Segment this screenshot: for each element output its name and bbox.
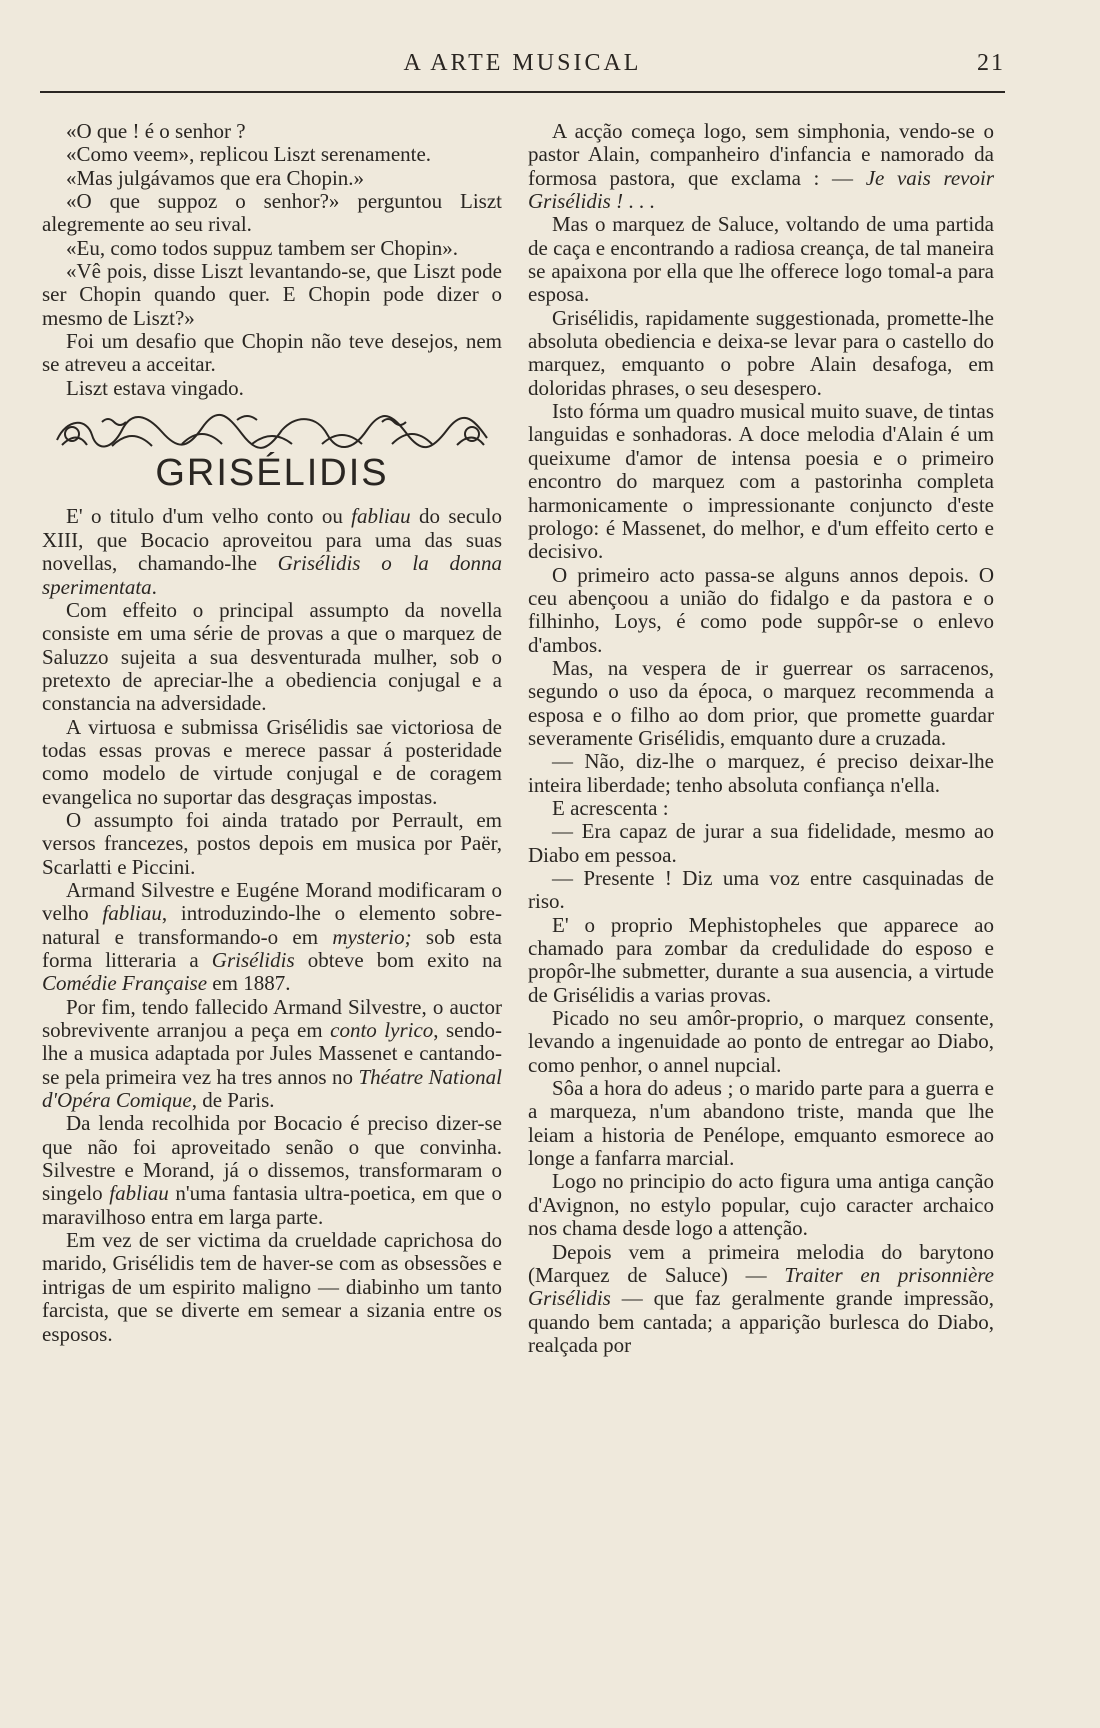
paragraph (42, 996, 502, 1113)
text: do seculo XIII, que Bocacio aproveitou para uma das suas novellas, chamando-lhe (42, 504, 502, 576)
text: n'uma fantasia ultra-poetica, em que o maravilhoso entra em larga parte. (42, 1181, 502, 1229)
paragraph: — Presente ! Diz uma voz entre casquinadas de riso. (528, 866, 994, 914)
paragraph: Logo no principio do acto figura uma antiga canção d'Avignon, no estylo popular, cujo caracter archaico nos chama desde logo a attenção. (528, 1169, 994, 1241)
text: . (151, 574, 157, 599)
text: , introduzindo-lhe o elemento sobre-natural e transformando-o em (42, 901, 502, 949)
paragraph (42, 505, 502, 598)
text: . . . (623, 189, 655, 214)
paragraph: Liszt estava vingado. (66, 375, 244, 400)
paragraph: Mas, na vespera de ir guerrear os sarracenos, segundo o uso da época, o marquez recommenda a esposa e o filho ao dom prior, que promette guardar severamente Grisélidis, emquanto dure a cruzada. (528, 655, 994, 750)
decorative-ornament (52, 410, 502, 456)
paragraph: Grisélidis, rapidamente suggestionada, promette-lhe absoluta obediencia e deixa-se levar para o castello do marquez, emquanto o pobre Alain desafoga, em doloridas phrases, o seu desespero. (528, 305, 994, 400)
running-title: A ARTE MUSICAL (403, 50, 642, 76)
running-header (40, 50, 1005, 86)
italic-text: Je vais revoir Grisélidis ! (528, 165, 994, 214)
paragraph: O assumpto foi ainda tratado por Perrault, em versos francezes, postos depois em musica por Paër, Scarlatti e Piccini. (42, 807, 502, 879)
text: , de Paris. (191, 1088, 275, 1113)
paragraph: E acrescenta : (552, 795, 669, 820)
paragraph: Mas o marquez de Saluce, voltando de uma partida de caça e encontrando a radiosa creança, de tal maneira se apaixona por ella que lhe offerece logo tomal-a para esposa. (528, 212, 994, 307)
paragraph: «Mas julgávamos que era Chopin.» (66, 165, 365, 190)
paragraph: E' o proprio Mephistopheles que apparece ao chamado para zombar da credulidade do esposo e propôr-lhe submetter, durante a sua ausencia, a virtude de Grisélidis a varias provas. (528, 912, 994, 1007)
paragraph: Picado no seu amôr-proprio, o marquez consente, levando a ingenuidade ao ponto de entregar ao Diabo, como penhor, o annel nupcial. (528, 1006, 994, 1077)
text: em 1887. (207, 971, 291, 996)
paragraph: Com effeito o principal assumpto da novella consiste em uma série de provas a que o marquez de Saluzzo sujeita a sua desventurada mulher, sob o pretexto de apreciar-lhe a obediencia conjugal e a constancia na adversidade. (42, 597, 502, 716)
italic-text: fabliau (351, 504, 411, 529)
paragraph: «Vê pois, disse Liszt levantando-se, que Liszt pode ser Chopin quando quer. E Chopin pode dizer o mesmo de Liszt?» (42, 259, 502, 330)
text: sob esta forma litteraria a (42, 924, 502, 972)
paragraph: «Eu, como todos suppuz tambem ser Chopin». (66, 235, 458, 260)
paragraph: Sôa a hora do adeus ; o marido parte para a guerra e a marqueza, n'um abandono triste, manda que lhe leiam a historia de Penélope, emquanto esmorece ao longe a fanfarra marcial. (528, 1076, 994, 1171)
paragraph: Em vez de ser victima da crueldade caprichosa do marido, Grisélidis tem de haver-se com as obsessões e intrigas de um espirito maligno — diabinho um tanto farcista, que se diverte em semear a sizania entre os esposos. (42, 1228, 502, 1346)
italic-text: Grisélidis (211, 948, 295, 972)
text: Armand Silvestre e Eugéne Morand modificaram o velho (42, 877, 502, 926)
paragraph: «O que ! é o senhor ? (66, 119, 246, 143)
paragraph: — Era capaz de jurar a sua fidelidade, mesmo ao Diabo em pessoa. (528, 819, 994, 867)
text: — que faz geralmente grande impressão, quando bem cantada; a apparição burlesca do Diabo, realçada por (528, 1286, 994, 1357)
italic-text: fabliau (109, 1181, 169, 1206)
text: Da lenda recolhida por Bocacio é preciso dizer-se que não foi aproveitado senão o que convinha. Silvestre e Morand, já o dissemos, transformaram o singelo (42, 1111, 502, 1206)
italic-text: fabliau (102, 901, 162, 926)
paragraph: — Não, diz-lhe o marquez, é preciso deixar-lhe inteira liberdade; tenho absoluta confiança n'ella. (528, 749, 994, 797)
paragraph: «O que suppoz o senhor?» perguntou Liszt alegremente ao seu rival. (42, 189, 502, 237)
text: , sendo-lhe a musica adaptada por Jules Massenet e cantando-se pela primeira vez ha tres annos no (42, 1018, 502, 1089)
paragraph: A virtuosa e submissa Grisélidis sae victoriosa de todas essas provas e merece passar á posteridade como modelo de virtude conjugal e de coragem evangelica no suportar das desgraças impostas. (42, 714, 502, 809)
page-number: 21 (977, 50, 1005, 76)
text: Por fim, tendo fallecido Armand Silvestre, o auctor sobrevivente arranjou a peça em (42, 994, 502, 1043)
text: Depois vem a primeira melodia do barytono (Marquez de Saluce) — (528, 1239, 994, 1287)
italic-text: Traiter en prisonnière Grisélidis (528, 1262, 994, 1311)
paragraph: Foi um desafio que Chopin não teve desejos, nem se atreveu a acceitar. (42, 329, 502, 377)
text: obteve bom exito na (294, 948, 502, 972)
italic-text: Théatre National d'Opéra Comique (42, 1064, 502, 1113)
header-rule (40, 91, 1005, 93)
italic-text: Grisélidis o la donna sperimentata (42, 551, 502, 599)
italic-text: mysterio; (332, 924, 412, 949)
paragraph: O primeiro acto passa-se alguns annos depois. O ceu abençoou a união do fidalgo e da pastora e o filhinho, Loys, é como pode suppôr-se o enlevo d'ambos. (528, 562, 994, 657)
right-column (528, 120, 994, 1357)
text: A acção começa logo, sem simphonia, vendo-se o pastor Alain, companheiro d'infancia e namorado da formosa pastora, que exclama : — (528, 119, 994, 190)
paragraph (528, 120, 994, 213)
paragraph: «Como veem», replicou Liszt serenamente. (66, 142, 432, 167)
text: E' o titulo d'um velho conto ou (66, 504, 352, 529)
article-title: GRISÉLIDIS (155, 452, 389, 495)
paragraph (42, 1112, 502, 1229)
paragraph: Isto fórma um quadro musical muito suave, de tintas languidas e sonhadoras. A doce melodia d'Alain é um queixume d'amor de intensa poesia e o primeiro encontro do marquez com a pastorinha completa harmonicamente o impressionante conjuncto d'este prologo: é Massenet, do melhor, e d'um effeito certo e decisivo. (528, 399, 994, 564)
left-column (42, 120, 502, 1346)
italic-text: conto lyrico (330, 1018, 434, 1043)
italic-text: Comédie Française (42, 971, 208, 996)
paragraph (42, 879, 502, 996)
paragraph (528, 1241, 994, 1358)
